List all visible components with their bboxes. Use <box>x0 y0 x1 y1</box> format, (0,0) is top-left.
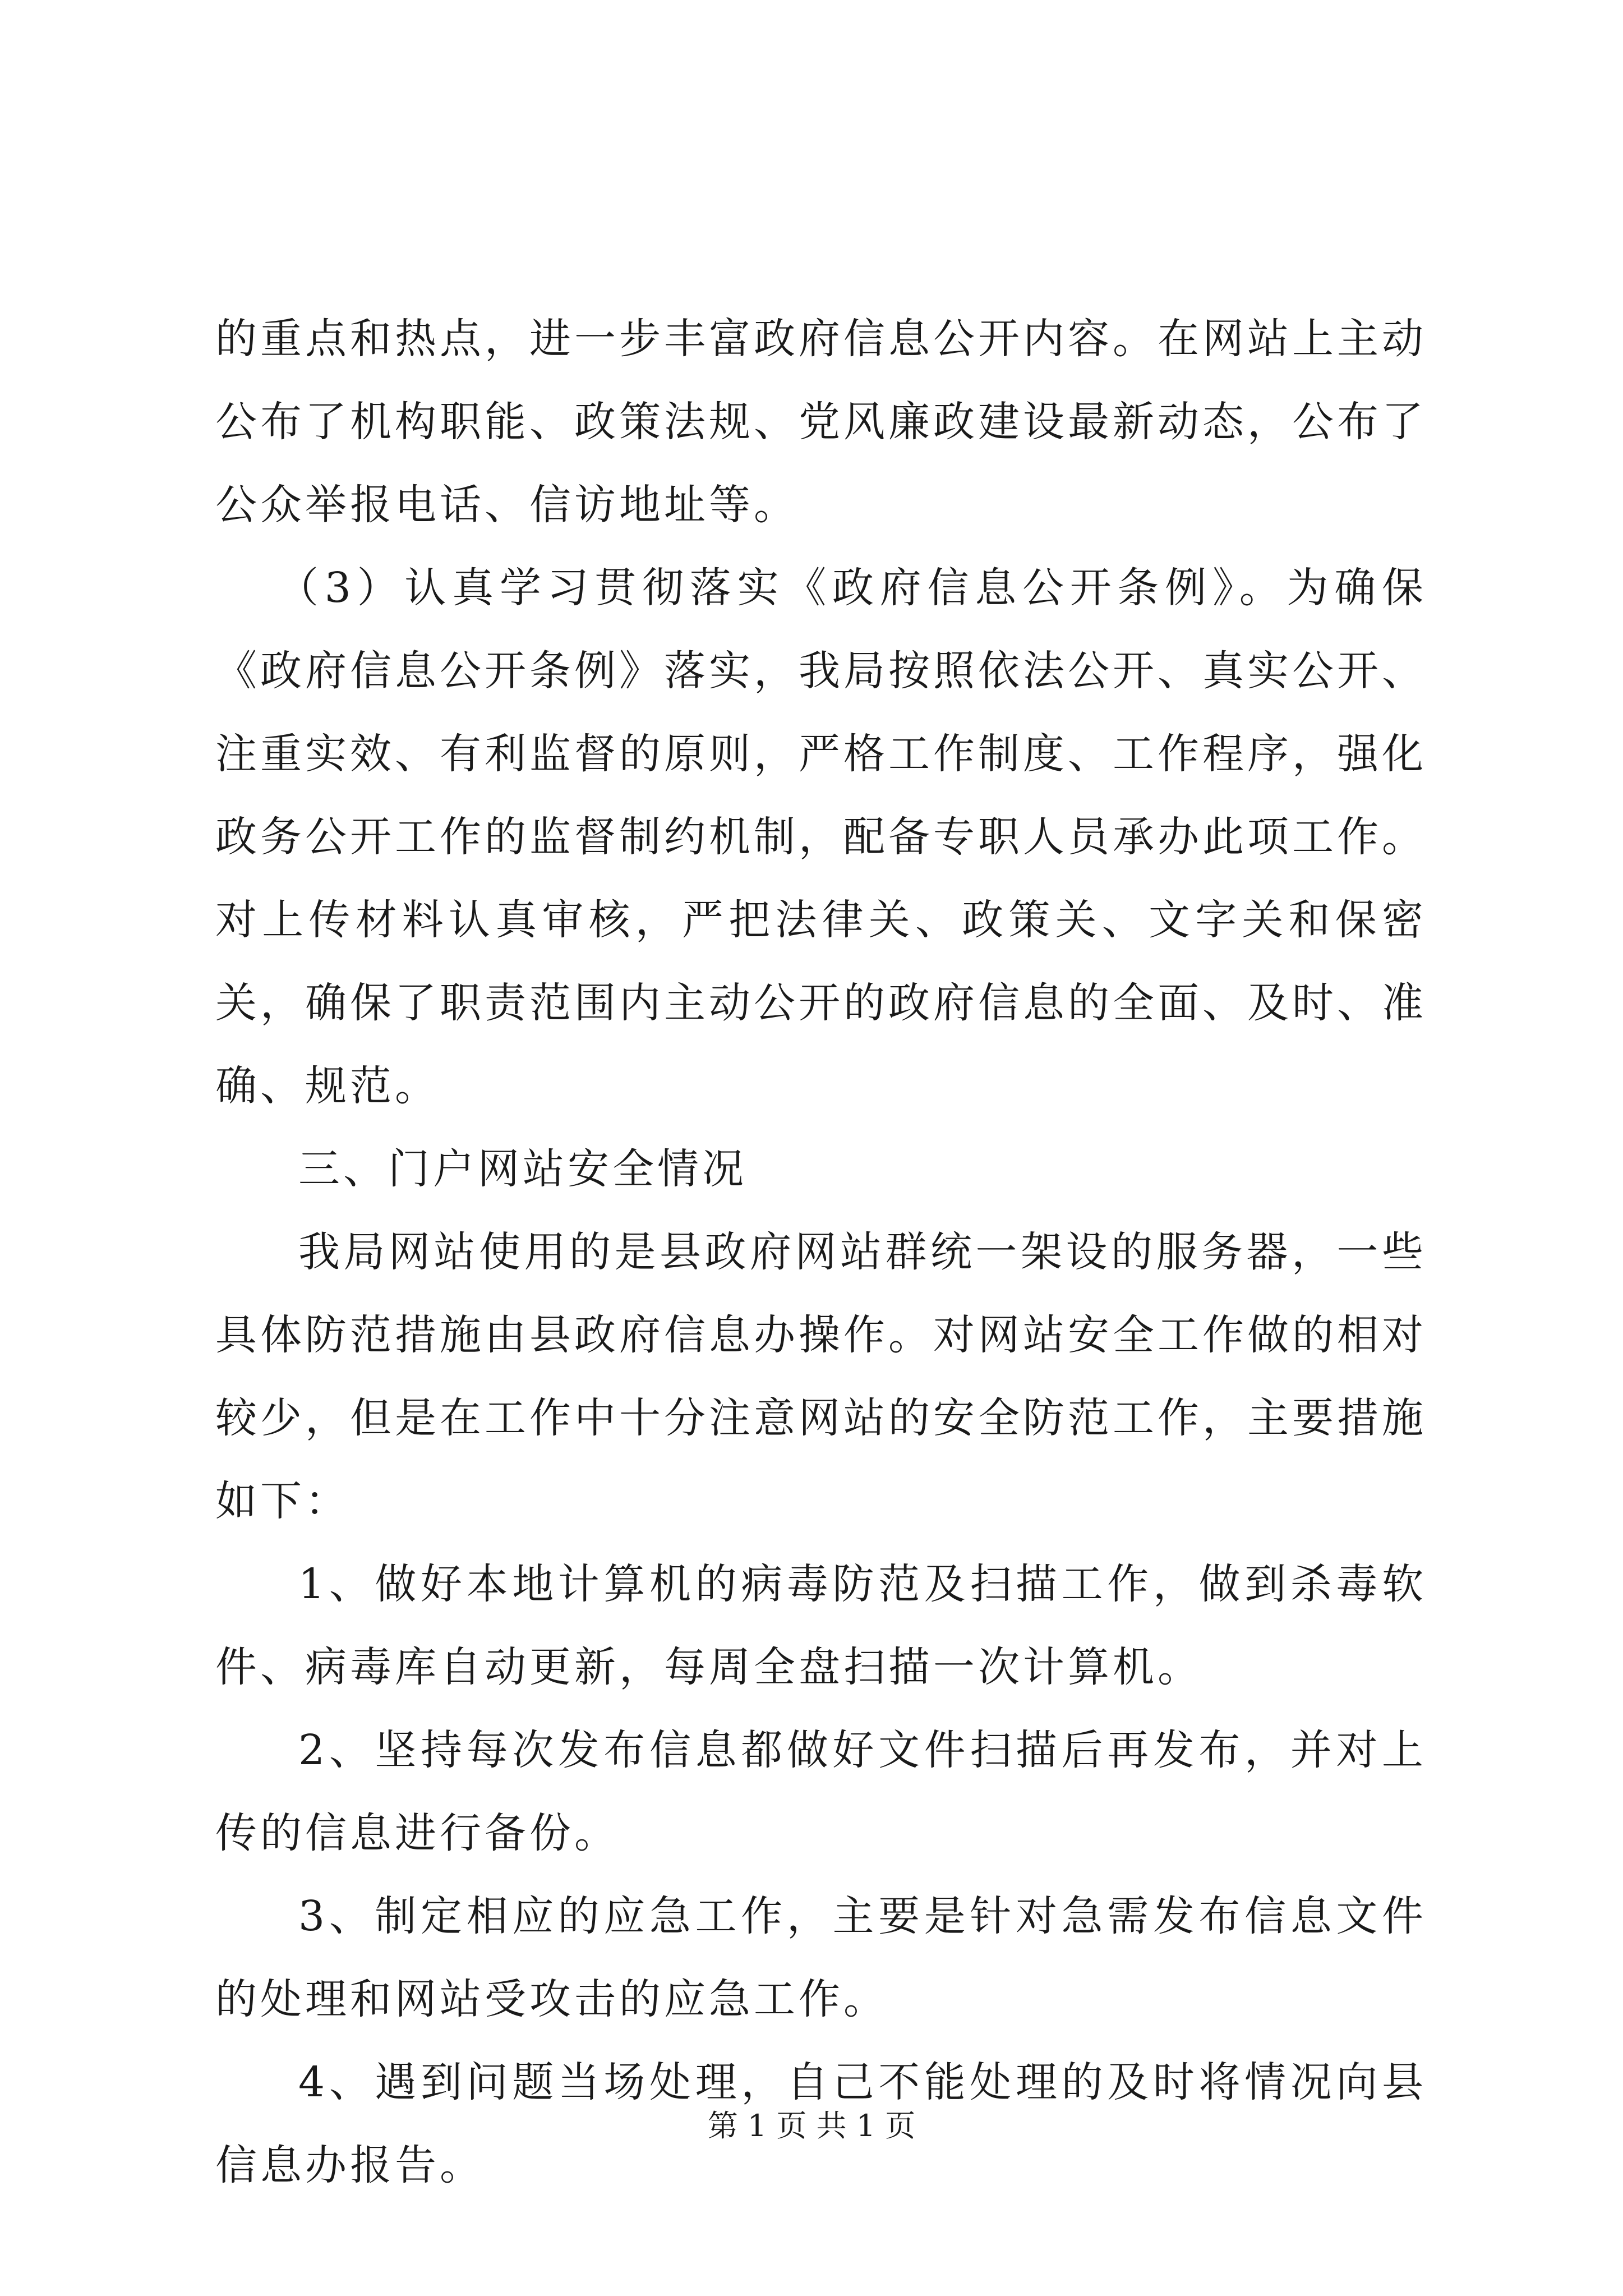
list-item-emergency-plan: 3、制定相应的应急工作，主要是针对急需发布信息文件的处理和网站受攻击的应急工作。 <box>215 1892 1427 2023</box>
page-number-label: 第 1 页 共 1 页 <box>707 2108 916 2143</box>
list-item-virus-protection: 1、做好本地计算机的病毒防范及扫描工作，做到杀毒软件、病毒库自动更新，每周全盘扫描一次计算机。 <box>215 1560 1427 1691</box>
paragraph-security-intro: 我局网站使用的是县政府网站群统一架设的服务器，一些具体防范措施由县政府信息办操作。对网站安全工作做的相对较少，但是在工作中十分注意网站的安全防范工作，主要措施如下： <box>215 1228 1427 1525</box>
document-body <box>215 297 1427 2207</box>
list-item-file-scan-backup: 2、坚持每次发布信息都做好文件扫描后再发布，并对上传的信息进行备份。 <box>215 1726 1427 1857</box>
paragraph-regulation-study: （3）认真学习贯彻落实《政府信息公开条例》。为确保《政府信息公开条例》落实，我局按照依法公开、真实公开、注重实效、有利监督的原则，严格工作制度、工作程序，强化政务公开工作的监督制约机制，配备专职人员承办此项工作。对上传材料认真审核，严把法律关、政策关、文字关和保密关，确保了职责范围内主动公开的政府信息的全面、及时、准确、规范。 <box>215 564 1427 1110</box>
paragraph-continuation: 的重点和热点，进一步丰富政府信息公开内容。在网站上主动公布了机构职能、政策法规、党风廉政建设最新动态，公布了公众举报电话、信访地址等。 <box>215 315 1427 529</box>
page-footer <box>0 2106 1623 2146</box>
list-item-problem-reporting: 4、遇到问题当场处理，自己不能处理的及时将情况向县信息办报告。 <box>215 2058 1427 2189</box>
section-heading-website-security: 三、门户网站安全情况 <box>298 1145 747 1193</box>
